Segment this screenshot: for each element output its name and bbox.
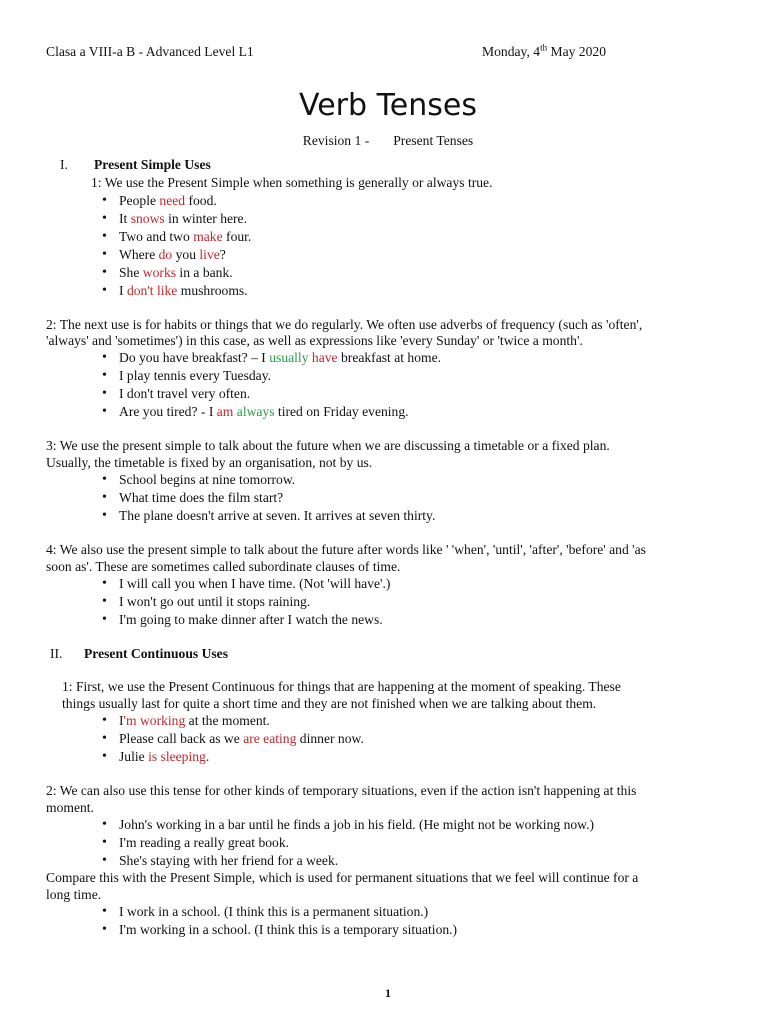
list-item-text: I'm working in a school. (I think this is a temporary situation.) [119, 922, 458, 937]
list-item-text: dinner now. [296, 731, 364, 746]
list-item [102, 921, 742, 939]
list-item-text: Where [119, 247, 159, 262]
list-item-text: food. [185, 193, 217, 208]
highlighted-verb: don't like [126, 283, 178, 298]
list-item [102, 471, 742, 489]
page-number: 1 [385, 986, 391, 1000]
paragraph-use-4-line1: 4: We also use the present simple to talk about the future after words like ' 'when', 'until', 'after', 'before' and 'as [46, 542, 646, 557]
paragraph-use-2-line2: 'always' and 'sometimes') in this case, as well as expressions like 'every Sunday' or 'twice a month'. [46, 333, 583, 348]
paragraph-use-2-line1: 2: The next use is for habits or things that we do regularly. We often use adverbs of frequency (such as 'often', [46, 317, 643, 332]
page-header [46, 43, 606, 61]
highlighted-verb: have [311, 350, 338, 365]
list-item-text: . [205, 749, 210, 764]
list-item-text: four. [222, 229, 252, 244]
highlighted-verb: works [142, 265, 177, 280]
paragraph-use-3-line2: Usually, the timetable is fixed by an organisation, not by us. [46, 455, 373, 470]
list-item-text: I'm going to make dinner after I watch the news. [119, 612, 383, 627]
list-item-text: Are you tired? - I [119, 404, 217, 419]
list-item [102, 192, 742, 210]
highlighted-verb: is sleeping [148, 749, 206, 764]
list-item-text: It [119, 211, 131, 226]
list-item-text: I work in a school. (I think this is a permanent situation.) [119, 904, 429, 919]
list-item-text: breakfast at home. [337, 350, 442, 365]
paragraph-use-4-line2: soon as'. These are sometimes called subordinate clauses of time. [46, 559, 401, 574]
list-item-text: Julie [119, 749, 149, 764]
list-item-text: I [119, 713, 124, 728]
paragraph-use-1: 1: We use the Present Simple when something is generally or always true. [91, 175, 493, 190]
section-heading-present-continuous [50, 645, 228, 663]
list-item-text: The plane doesn't arrive at seven. It arrives at seven thirty. [119, 508, 436, 523]
highlighted-verb: make [193, 229, 223, 244]
bullet-list [102, 816, 742, 870]
list-item [102, 367, 742, 385]
list-item [102, 385, 742, 403]
list-item [102, 593, 742, 611]
list-item-text: School begins at nine tomorrow. [119, 472, 296, 487]
list-item-text: John's working in a bar until he finds a job in his field. (He might not be working now.) [119, 817, 595, 832]
list-item [102, 264, 742, 282]
bullet-list [102, 903, 742, 939]
paragraph-cont-use-1-line1: 1: First, we use the Present Continuous for things that are happening at the moment of speaking. These [62, 679, 621, 694]
date-day: Monday, 4 [482, 44, 541, 59]
paragraph-use-3-line1: 3: We use the present simple to talk about the future when we are discussing a timetable or a fixed plan. [46, 438, 610, 453]
paragraph-cont-use-2-line2: moment. [46, 800, 94, 815]
paragraph-compare-line1: Compare this with the Present Simple, which is used for permanent situations that we feel will continue for a [46, 870, 639, 885]
list-item [102, 730, 742, 748]
list-item-text: People [119, 193, 160, 208]
list-item [102, 507, 742, 525]
highlighted-verb: 'm working [123, 713, 186, 728]
list-item [102, 210, 742, 228]
list-item-text: I'm reading a really great book. [119, 835, 290, 850]
list-item-text: What time does the film start? [119, 490, 284, 505]
section-title: Present Continuous Uses [84, 646, 229, 661]
subtitle-left: Revision 1 - [302, 133, 370, 148]
list-item-text: I don't travel very often. [119, 386, 251, 401]
list-item [102, 403, 742, 421]
list-item-text: in winter here. [164, 211, 247, 226]
list-item-text: Two and two [119, 229, 194, 244]
highlighted-verb: are eating [243, 731, 297, 746]
list-item [102, 611, 742, 629]
list-item-text: I play tennis every Tuesday. [119, 368, 272, 383]
page-subtitle [0, 132, 768, 150]
paragraph-cont-use-1-line2: things usually last for quite a short time and they are not finished when we are talking about them. [62, 696, 597, 711]
list-item-text: She [119, 265, 143, 280]
list-item [102, 816, 742, 834]
list-item-text: tired on Friday evening. [274, 404, 409, 419]
list-item-text: I won't go out until it stops raining. [119, 594, 311, 609]
highlighted-verb: need [159, 193, 186, 208]
list-item-text: Do you have breakfast? – I [119, 350, 270, 365]
highlighted-verb: usually [269, 350, 309, 365]
date-label [482, 43, 606, 61]
highlighted-verb: am [216, 404, 234, 419]
list-item-text: at the moment. [185, 713, 270, 728]
paragraph-compare-line2: long time. [46, 887, 102, 902]
class-level-label: Clasa a VIII-a B - Advanced Level L1 [46, 44, 254, 59]
section-number: I. [60, 157, 68, 172]
list-item [102, 575, 742, 593]
list-item-text: I will call you when I have time. (Not 'will have'.) [119, 576, 391, 591]
list-item [102, 712, 742, 730]
list-item [102, 852, 742, 870]
list-item [102, 349, 742, 367]
list-item-text: I [119, 283, 127, 298]
list-item [102, 246, 742, 264]
list-item-text: mushrooms. [177, 283, 248, 298]
list-item-text: ? [219, 247, 226, 262]
list-item [102, 903, 742, 921]
list-item [102, 282, 742, 300]
list-item-text: in a bank. [176, 265, 233, 280]
highlighted-verb: snows [130, 211, 165, 226]
bullet-list [102, 575, 742, 629]
subtitle-right: Present Tenses [393, 133, 474, 148]
bullet-list [102, 349, 742, 421]
paragraph-cont-use-2-line1: 2: We can also use this tense for other kinds of temporary situations, even if the action isn't happening at this [46, 783, 637, 798]
bullet-list [102, 471, 742, 525]
list-item [102, 748, 742, 766]
list-item-text: Please call back as we [119, 731, 244, 746]
list-item-text: She's staying with her friend for a week. [119, 853, 339, 868]
list-item-text: you [172, 247, 200, 262]
highlighted-verb: always [236, 404, 275, 419]
date-rest: May 2020 [547, 44, 606, 59]
section-heading-present-simple [60, 156, 211, 174]
list-item [102, 489, 742, 507]
bullet-list [102, 712, 742, 766]
page-title: Verb Tenses [299, 88, 477, 123]
highlighted-verb: live [199, 247, 220, 262]
bullet-list [102, 192, 742, 300]
list-item [102, 228, 742, 246]
list-item [102, 834, 742, 852]
highlighted-verb: do [158, 247, 173, 262]
section-title: Present Simple Uses [94, 157, 211, 172]
date-suffix: th [540, 42, 548, 53]
section-number: II. [50, 646, 63, 661]
